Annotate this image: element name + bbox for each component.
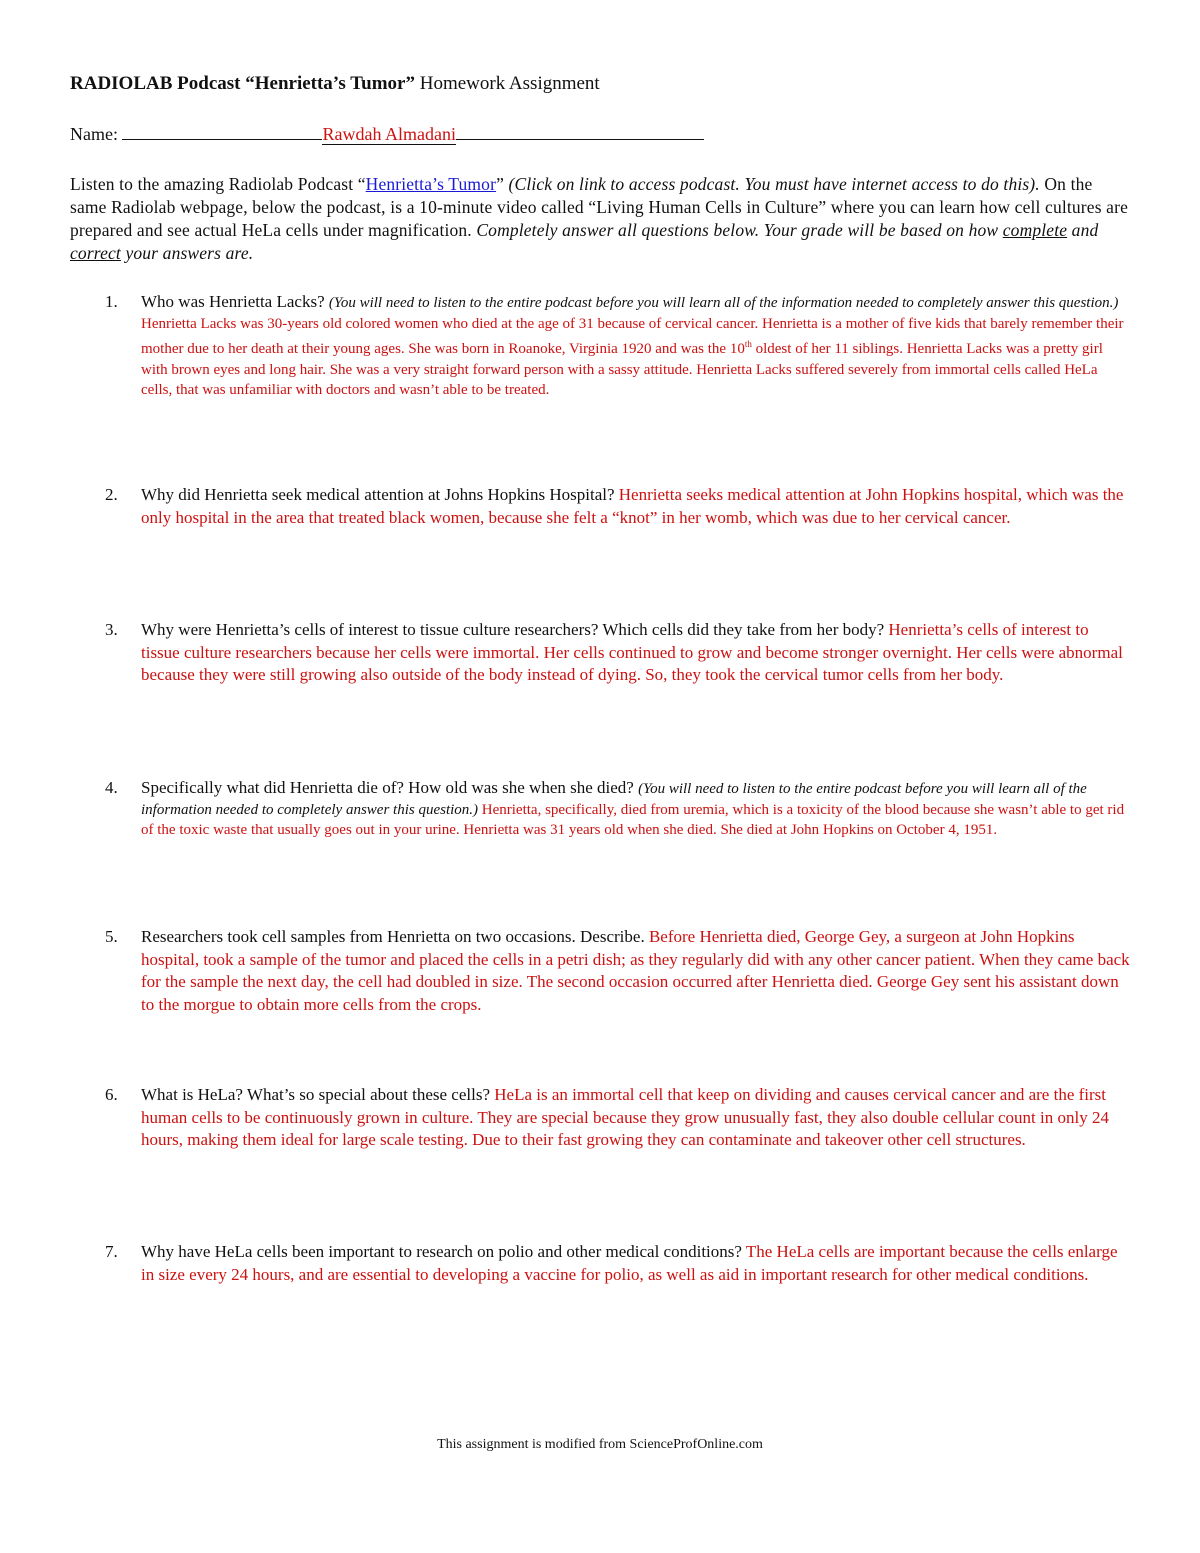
question-5 — [105, 926, 1130, 1016]
podcast-link[interactable]: Henrietta’s Tumor — [365, 174, 497, 194]
question-number: 7. — [105, 1242, 118, 1261]
underlined-correct: correct — [70, 243, 121, 263]
page-title — [70, 72, 600, 96]
question-number: 6. — [105, 1085, 118, 1104]
question-1 — [105, 292, 1130, 401]
question-7 — [105, 1241, 1130, 1286]
intro-italic-1: (Click on link to access podcast. You must have internet access to do this). — [508, 174, 1040, 194]
name-value[interactable]: Rawdah Almadani — [322, 124, 456, 144]
question-number: 5. — [105, 927, 118, 946]
name-underline-left — [122, 121, 322, 140]
question-number: 4. — [105, 778, 118, 797]
question-text: Why were Henrietta’s cells of interest to tissue culture researchers? Which cells did they take from her body? — [141, 620, 889, 639]
answer-text[interactable]: Henrietta seeks medical attention at John Hopkins hospital, which was the only hospital in the area that treated black women, because she felt a “knot” in her womb, which was due to her cervical cancer. — [141, 485, 1124, 527]
answer-text[interactable]: Before Henrietta died, George Gey, a surgeon at John Hopkins hospital, took a sample of the tumor and placed the cells in a petri dish; as they regularly did with any other cancer patient. When they came back for the sample the next day, the cell had doubled in size. The second occasion occurred after Henrietta died. George Gey sent his assistant down to the morgue to obtain more cells from the crops. — [141, 927, 1130, 1014]
answer-text[interactable]: HeLa is an immortal cell that keep on dividing and causes cervical cancer and are the first human cells to be continuously grown in culture. They are special because they grow unusually fast, they also double cellular count in only 24 hours, making them ideal for large scale testing. Due to their fast growing they can contaminate and takeover other cell structures. — [141, 1085, 1109, 1150]
name-line — [70, 121, 704, 146]
footer-credit: This assignment is modified from ScienceProfOnline.com — [437, 1437, 763, 1452]
answer-text[interactable]: Henrietta’s cells of interest to tissue culture researchers because her cells were immortal. Her cells continued to grow and become stronger overnight. Her cells were abnormal because they were still growing also outside of the body instead of dying. So, they took the cervical tumor cells from her body. — [141, 620, 1123, 685]
question-text: Specifically what did Henrietta die of? How old was she when she died? — [141, 778, 639, 797]
question-4 — [105, 778, 1130, 841]
title-rest: Homework Assignment — [415, 73, 600, 94]
question-text: What is HeLa? What’s so special about these cells? — [141, 1085, 495, 1104]
question-2 — [105, 484, 1130, 529]
question-text: Who was Henrietta Lacks? — [141, 292, 329, 311]
name-underline-right — [456, 121, 704, 140]
intro-text-1: Listen to the amazing Radiolab Podcast “ — [70, 174, 366, 194]
title-bold: RADIOLAB Podcast “Henrietta’s Tumor” — [70, 73, 415, 94]
answer-text[interactable]: The HeLa cells are important because the cells enlarge in size every 24 hours, and are essential to developing a vaccine for polio, as well as aid in important research for other medical conditions. — [141, 1242, 1118, 1284]
answer-text[interactable]: Henrietta Lacks was 30-years old colored women who died at the age of 31 because of cervical cancer. Henrietta is a mother of five kids that barely remember their mother due to her death at their young ages. She was born in Roanoke, Virginia 1920 and was the 10th oldest of her 11 siblings. Henrietta Lacks was a pretty girl with brown eyes and long hair. She was a very straight forward person with a sassy attitude. Henrietta Lacks suffered severely from immortal cells called HeLa cells, that was unfamiliar with doctors and wasn’t able to be treated. — [141, 315, 1124, 399]
intro-text-3: On the same Radiolab webpage, below the podcast, is a 10-minute video called “Living Human Cells in Culture” where you can learn how cell cultures are prepared and see actual HeLa cells under magnification. — [70, 174, 1128, 240]
intro-paragraph — [70, 173, 1130, 265]
answer-text[interactable]: Henrietta, specifically, died from uremia, which is a toxicity of the blood because she wasn’t able to get rid of the toxic waste that usually goes out in your urine. Henrietta was 31 years old when she died. She died at John Hopkins on October 4, 1951. — [141, 801, 1125, 839]
name-label: Name: — [70, 124, 123, 144]
question-3 — [105, 619, 1130, 687]
question-number: 2. — [105, 485, 118, 504]
intro-instructions: Completely answer all questions below. Your grade will be based on how complete and correct your answers are. — [70, 220, 1099, 263]
question-number: 1. — [105, 292, 118, 311]
question-text: Why did Henrietta seek medical attention at Johns Hopkins Hospital? — [141, 485, 619, 504]
question-note: (You will need to listen to the entire podcast before you will learn all of the information needed to completely answer this question.) — [141, 781, 1087, 818]
underlined-complete: complete — [1002, 220, 1068, 240]
question-text: Researchers took cell samples from Henrietta on two occasions. Describe. — [141, 927, 649, 946]
intro-text-2: ” — [496, 174, 509, 194]
question-number: 3. — [105, 620, 118, 639]
question-text: Why have HeLa cells been important to research on polio and other medical conditions? — [141, 1242, 746, 1261]
question-note: (You will need to listen to the entire podcast before you will learn all of the information needed to completely answer this question.) — [328, 295, 1119, 311]
question-6 — [105, 1084, 1130, 1152]
